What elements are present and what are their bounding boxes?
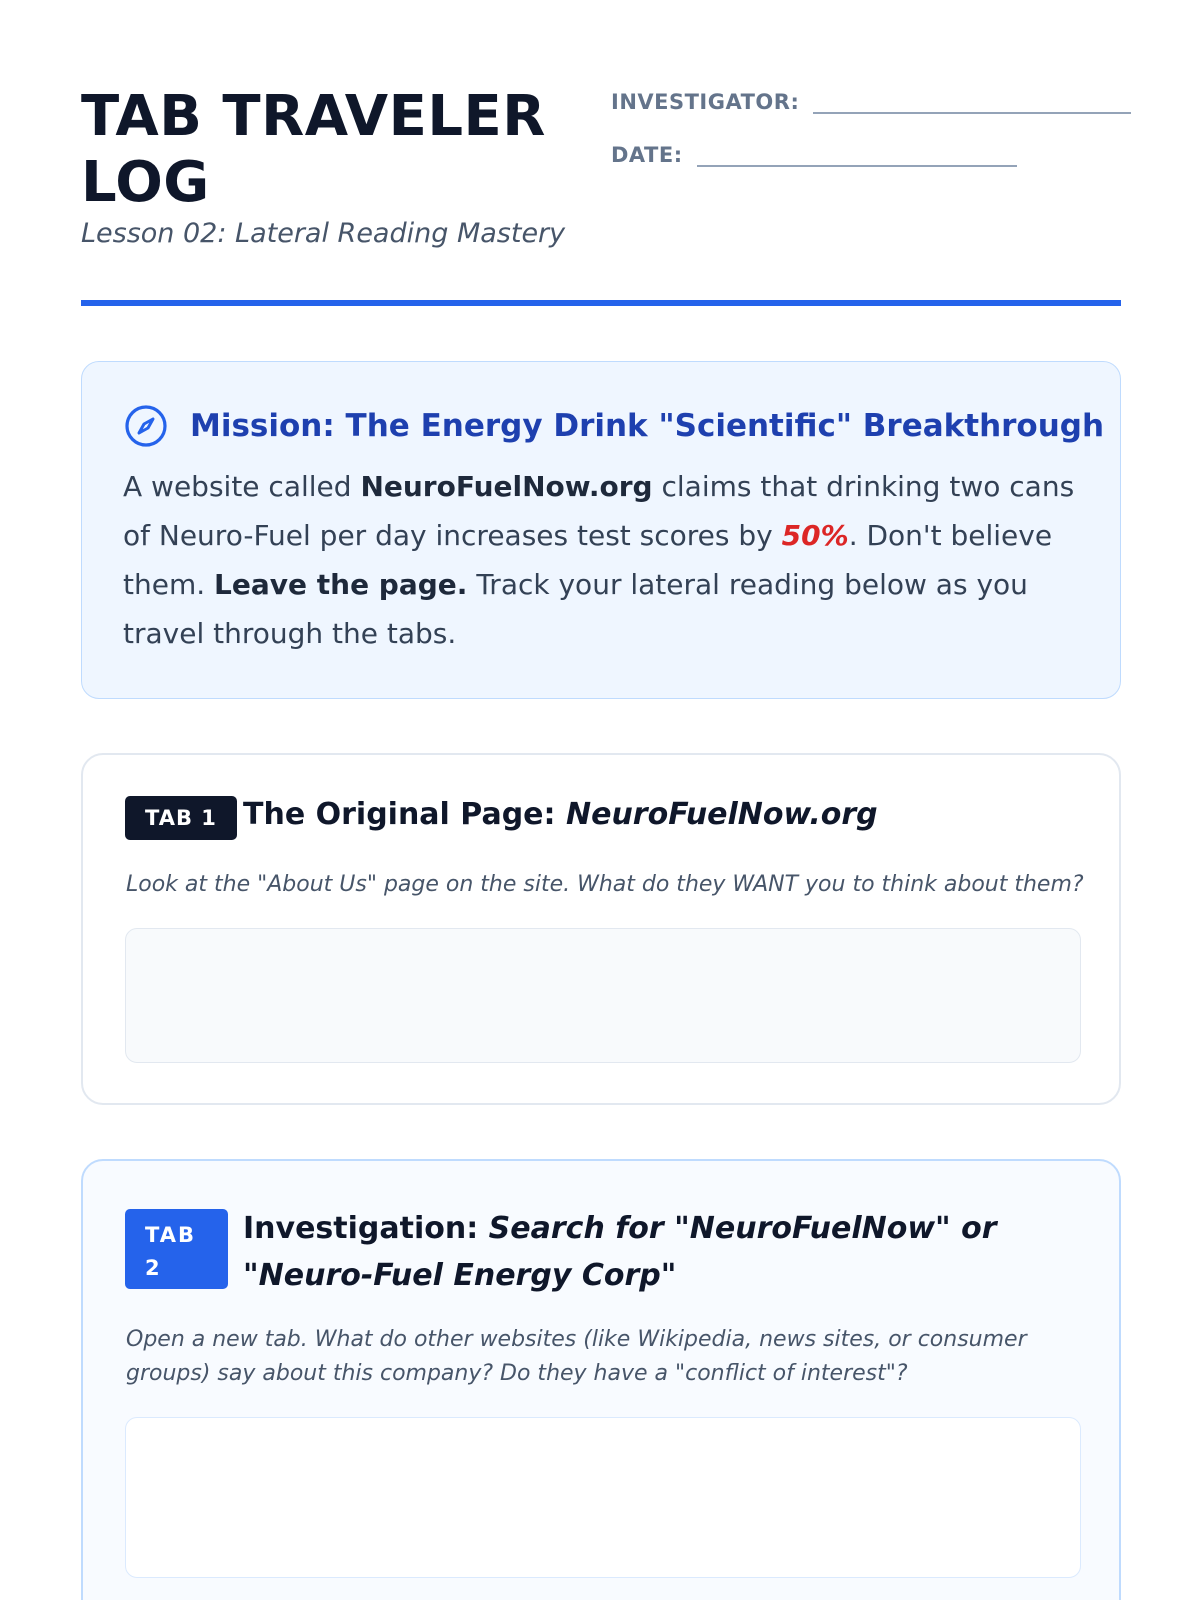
tab-1-title: The Original Page: NeuroFuelNow.org: [243, 797, 878, 832]
site-name: NeuroFuelNow.org: [360, 470, 653, 503]
tab-2-answer-box[interactable]: [125, 1417, 1081, 1578]
claim-percent: 50%: [781, 519, 849, 552]
tab-2-prompt: Open a new tab. What do other websites (like Wikipedia, news sites, or consumer groups) say about this company? Do they have a "conflict of interest"?: [126, 1327, 1027, 1386]
tab-1-prompt: Look at the "About Us" page on the site. What do they WANT you to think about them?: [126, 872, 1084, 897]
mission-title: Mission: The Energy Drink "Scientific" Breakthrough: [190, 408, 1105, 444]
tab-1-card: [81, 753, 1121, 1105]
compass-icon: [124, 404, 168, 448]
mission-header: [124, 404, 1104, 448]
mission-emphasis: Leave the page.: [214, 568, 468, 601]
tab-2-card: [81, 1159, 1121, 1600]
lesson-subtitle: Lesson 02: Lateral Reading Mastery: [81, 218, 566, 249]
date-label: DATE:: [611, 143, 683, 167]
tab-1-badge: TAB 1: [125, 796, 237, 840]
date-field: [611, 139, 1017, 167]
date-blank[interactable]: [697, 139, 1017, 167]
tab-1-answer-box[interactable]: [125, 928, 1081, 1063]
mission-panel: [81, 361, 1121, 699]
worksheet-header: [81, 84, 1121, 304]
mission-description: A website called NeuroFuelNow.org claims that drinking two cans of Neuro-Fuel per day increases test scores by 50%. Don't believe them. Leave the page. Track your lateral reading below as you travel through the tabs.: [123, 470, 1075, 650]
investigator-field: [611, 86, 1131, 114]
investigator-blank[interactable]: [813, 86, 1131, 114]
investigator-label: INVESTIGATOR:: [611, 90, 800, 114]
tab-2-badge: TAB 2: [125, 1209, 228, 1289]
page-title: TAB TRAVELER LOG: [81, 84, 546, 215]
header-divider: [81, 300, 1121, 306]
tab-2-title: Investigation: Search for "NeuroFuelNow" or "Neuro-Fuel Energy Corp": [243, 1211, 997, 1293]
